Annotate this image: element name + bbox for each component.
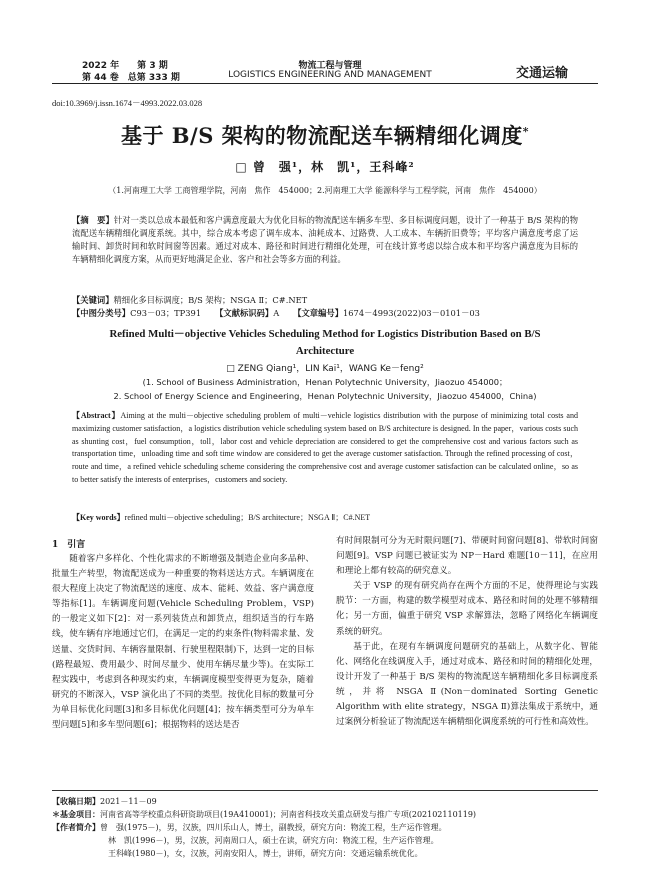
doc-code-label: 【文献标识码】 [215, 308, 274, 318]
volume-info: 第 44 卷 总第 333 期 [82, 73, 180, 83]
keywords-zh-text: 精细化多目标调度；B/S 架构；NSGA Ⅱ；C#.NET [113, 295, 308, 305]
abstract-zh-label: 【摘 要】 [72, 215, 114, 225]
abstract-en [72, 410, 578, 487]
issue-info: 2022 年 第 3 期 [82, 61, 168, 71]
classification-zh [72, 307, 578, 319]
article-no-value: 1674－4993(2022)03－0101－03 [343, 308, 480, 318]
abstract-zh [72, 214, 578, 266]
author-bio-3: 王科峰(1980－)，女，汉族，河南安阳人，博士，讲师，研究方向：交通运输系统优化。 [108, 849, 423, 858]
section-label: 交通运输 [515, 66, 568, 81]
body-paragraph: 基于此，在现有车辆调度问题研究的基础上，从数字化、智能化、网络化在线调度入手，通过对成本、路径和时间的精细化处理，设计开发了一种基于 B/S 架构的物流配送车辆精细化多目标调度系统，并将 NSGA Ⅱ(Non－dominated Sorting Genetic Algorithm with elite strategy，NSGA Ⅱ)算法集成于系统中，通过案例分析验证了物流配送车辆精细化调度系统的可行性和高效性。 [336, 641, 598, 728]
affiliations-zh: （1.河南理工大学 工商管理学院，河南 焦作 454000；2.河南理工大学 能源科学与工程学院，河南 焦作 454000） [108, 186, 542, 195]
keywords-en [72, 512, 578, 523]
clc-label: 【中图分类号】 [72, 308, 131, 318]
section-heading-introduction: 1 引言 [52, 540, 86, 550]
journal-name-en: LOGISTICS ENGINEERING AND MANAGEMENT [228, 70, 432, 80]
received-date: 【收稿日期】2021－11－09 [52, 796, 157, 806]
keywords-en-label: 【Key words】 [72, 513, 125, 522]
keywords-zh [72, 294, 578, 307]
affiliation-en-1: (1. School of Business Administration，Henan Polytechnic University，Jiaozuo 454000； [142, 377, 508, 387]
paper-title-zh [40, 120, 610, 150]
journal-name-zh: 物流工程与管理 [298, 61, 362, 71]
footnotes [52, 795, 598, 860]
affiliation-en-2: 2. School of Energy Science and Engineering，Henan Polytechnic University，Jiaozuo 454000，China) [113, 391, 537, 401]
article-no-label: 【文章编号】 [293, 308, 343, 318]
abstract-en-label: 【Abstract】 [72, 411, 121, 420]
body-paragraph: 有时间限制可分为无时限问题[7]、带硬时间窗问题[8]、带软时间窗问题[9]。VSP 问题已被证实为 NP－Hard 难题[10－11]，在应用和理论上都有较高的研究意义。 [336, 536, 598, 577]
abstract-en-text: Aiming at the multi－objective scheduling problem of multi－vehicle logistics distribution with the purpose of minimizing total costs and maximizing customer satisfaction，a logistics distribution vehicle scheduling system based on B/S architecture is designed. In the paper，various costs such as shunting cost，fuel consumption，toll，labor cost and vehicle depreciation are considered to get the comprehensive cost and various factors such as transportation time，unloading time and soft time window are considered to get the average customer satisfaction. Through the refined processing of cost，route and time，a refined vehicle scheduling scheme considering the comprehensive cost and average customer satisfaction can be calculated online，so as to better satisfy the interests of enterprises，customers and society. [72, 411, 578, 484]
body-paragraph: 关于 VSP 的现有研究尚存在两个方面的不足，使得理论与实践脱节：一方面，构建的数学模型对成本、路径和时间的处理不够精细化；另一方面，偏重于研究 VSP 求解算法，忽略了网络化车辆调度系统的研究。 [336, 581, 598, 637]
authors-zh: □ 曾 强¹，林 凯¹，王科峰² [235, 160, 415, 174]
paper-title-text: 基于 B/S 架构的物流配送车辆精细化调度 [121, 123, 523, 148]
keywords-zh-label: 【关键词】 [72, 295, 114, 305]
author-bio-2: 林 凯(1996－)，男，汉族，河南周口人，硕士在读，研究方向：物流工程，生产运作管理。 [108, 836, 439, 845]
body-right-column [336, 534, 598, 730]
doc-code-value: A [273, 308, 280, 318]
footnote-divider [52, 790, 598, 791]
author-bio-1: 【作者简介】曾 强(1975－)，男，汉族，四川乐山人，博士，副教授，研究方向：物流工程，生产运作管理。 [52, 822, 447, 832]
keywords-en-text: refined multi－objective scheduling；B/S architecture；NSGA Ⅱ；C#.NET [124, 513, 371, 522]
doi: doi:10.3969/j.issn.1674－4993.2022.03.028 [52, 98, 203, 108]
authors-en: □ ZENG Qiang¹，LIN Kai¹，WANG Ke－feng² [226, 364, 424, 374]
header-divider [52, 83, 598, 84]
fund-info: ＊基金项目：河南省高等学校重点科研资助项目(19A410001)；河南省科技攻关重点研发与推广专项(202102110119) [52, 809, 477, 819]
clc-value: C93－03；TP391 [130, 308, 202, 318]
fund-mark: * [522, 125, 529, 138]
body-left-column: 随着客户多样化、个性化需求的不断增强及制造企业向多品种、批量生产转型，物流配送成为一种重要的物料送达方式。车辆调度在很大程度上决定了物流配送的速度、成本、能耗、效益、客户满意度等指标[1]。车辆调度问题(Vehicle Scheduling Problem，VSP)的一般定义如下[2]：对一系列装货点和卸货点，组织适当的行车路线，使车辆有序地通过它们，在满足一定的约束条件(物料需求量、发送量、交货时间、车辆容量限制、行驶里程限制)下，达到一定的目标(路程最短、费用最少、时间尽量少、使用车辆尽量少等)。在实际工程实践中，考虑到各种现实约束，车辆调度模型变得更为复杂，随着研究的不断深入，VSP 演化出了不同的类型。按优化目标的数量可分为单目标优化问题[3]和多目标优化问题[4]；按车辆类型可分为单车型问题[5]和多车型问题[6]；根据物料的送达是否 [52, 554, 314, 731]
paper-title-en: Refined Multi－objective Vehicles Scheduling Method for Logistics Distribution Based on B/S Architecture [109, 328, 541, 357]
abstract-zh-text: 针对一类以总成本最低和客户满意度最大为优化目标的物流配送车辆多车型、多目标调度问题，设计了一种基于 B/S 架构的物流配送车辆精细化调度系统。其中，综合成本考虑了调车成本、油耗成本、过路费、人工成本、车辆折旧费等；平均客户满意度考虑了运输时间、卸货时间和软时间窗等因素。通过对成本、路径和时间进行精细化处理，可在线计算考虑以综合成本和平均客户满意度为目标的车辆精细化调度方案，从而更好地满足企业、客户和社会等多方面的利益。 [72, 215, 578, 264]
